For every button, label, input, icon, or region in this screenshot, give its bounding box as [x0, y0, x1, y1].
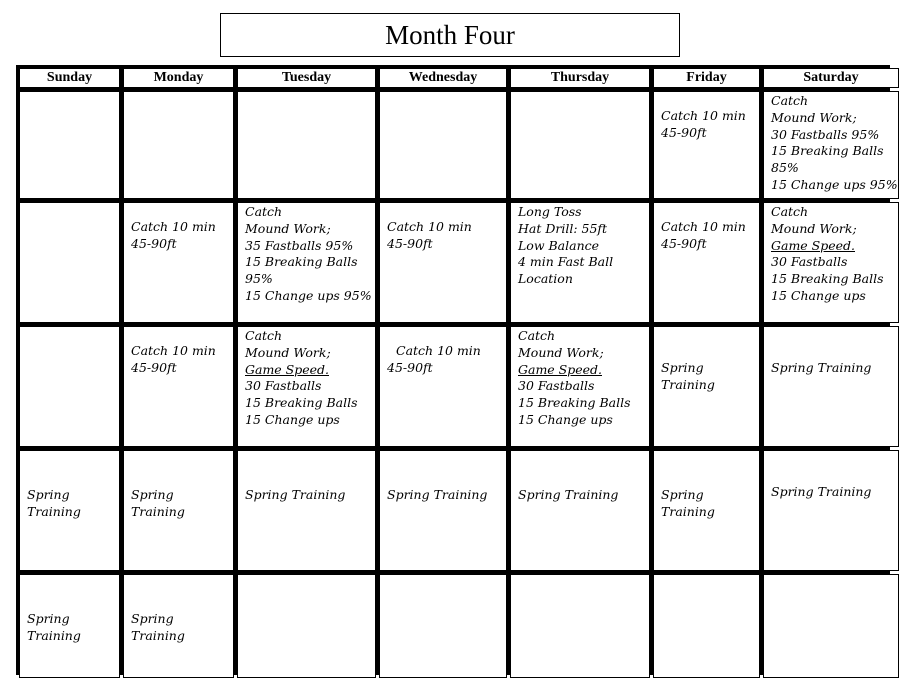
workout-line: Long Toss — [518, 204, 582, 219]
workout-line: 15 Change ups 95% — [245, 287, 372, 303]
day-cell-w1-thu — [510, 91, 650, 199]
day-cell-w2-tue — [237, 202, 376, 323]
day-header-wednesday: Wednesday — [379, 68, 507, 88]
workout-line: Catch — [245, 204, 283, 219]
workout-line: Spring — [27, 611, 70, 626]
day-cell-w2-thu — [510, 202, 650, 323]
workout-line: Low Balance — [518, 237, 600, 253]
workout-line: 15 Breaking Balls — [245, 254, 358, 270]
workout-line: Mound Work; — [245, 344, 331, 360]
day-header-monday: Monday — [123, 68, 234, 88]
calendar — [16, 65, 898, 675]
workout-line: Catch — [771, 93, 809, 108]
workout-line: 30 Fastballs 95% — [771, 126, 880, 142]
day-cell-w2-fri — [653, 202, 760, 323]
day-cell-w3-sat — [763, 326, 899, 447]
workout-line: Catch 10 min — [661, 219, 746, 234]
day-cell-w4-thu — [510, 450, 650, 571]
day-header-tuesday: Tuesday — [237, 68, 376, 88]
workout-line: Catch 10 min — [131, 219, 216, 234]
workout-line: Game Speed. — [518, 361, 602, 377]
day-cell-w5-tue — [237, 574, 376, 678]
workout-line: 4 min Fast Ball — [518, 254, 614, 270]
workout-line: Catch — [245, 328, 283, 343]
day-cell-w1-tue — [237, 91, 376, 199]
day-cell-w3-wed — [379, 326, 507, 447]
workout-line: Catch — [771, 204, 809, 219]
calendar-grid — [19, 68, 898, 672]
day-cell-w1-sat — [763, 91, 899, 199]
workout-line: Mound Work; — [245, 220, 331, 236]
day-cell-w2-mon — [123, 202, 234, 323]
workout-line: Spring Training — [771, 484, 872, 499]
day-cell-w1-sun — [19, 91, 120, 199]
day-cell-w5-thu — [510, 574, 650, 678]
workout-line: 45-90ft — [387, 235, 433, 251]
workout-line: Training — [131, 627, 185, 643]
workout-line: Spring Training — [518, 487, 619, 502]
day-cell-w5-fri — [653, 574, 760, 678]
workout-line: 15 Breaking Balls — [245, 395, 358, 411]
day-cell-w2-sun — [19, 202, 120, 323]
workout-line: Catch 10 min — [396, 343, 481, 358]
workout-line: Training — [661, 376, 715, 392]
day-cell-w5-sat — [763, 574, 899, 678]
workout-line: 45-90ft — [387, 359, 433, 375]
workout-line: Spring — [131, 487, 174, 502]
day-header-thursday: Thursday — [510, 68, 650, 88]
day-cell-w3-fri — [653, 326, 760, 447]
workout-line: 15 Change ups — [518, 411, 613, 427]
workout-line: Spring — [661, 360, 704, 375]
workout-line: Catch 10 min — [661, 108, 746, 123]
page-title: Month Four — [220, 13, 680, 57]
workout-line: Training — [27, 627, 81, 643]
day-cell-w3-mon — [123, 326, 234, 447]
workout-line: 95% — [245, 271, 273, 287]
workout-line: Game Speed. — [245, 361, 329, 377]
day-cell-w1-wed — [379, 91, 507, 199]
day-cell-w5-wed — [379, 574, 507, 678]
workout-line: Game Speed. — [771, 237, 855, 253]
workout-line: 15 Change ups — [245, 411, 340, 427]
workout-line: 45-90ft — [131, 235, 177, 251]
day-cell-w3-thu — [510, 326, 650, 447]
workout-line: Catch — [518, 328, 556, 343]
day-cell-w5-mon — [123, 574, 234, 678]
workout-line: Catch 10 min — [131, 343, 216, 358]
workout-line: Mound Work; — [771, 109, 857, 125]
day-cell-w3-sun — [19, 326, 120, 447]
workout-line: 30 Fastballs — [771, 254, 848, 270]
day-cell-w5-sun — [19, 574, 120, 678]
workout-line: 30 Fastballs — [518, 378, 595, 394]
workout-line: 30 Fastballs — [245, 378, 322, 394]
day-cell-w4-wed — [379, 450, 507, 571]
workout-line: Training — [27, 503, 81, 519]
day-cell-w4-mon — [123, 450, 234, 571]
day-cell-w1-fri — [653, 91, 760, 199]
workout-line: Mound Work; — [771, 220, 857, 236]
workout-line: 35 Fastballs 95% — [245, 237, 354, 253]
day-cell-w1-mon — [123, 91, 234, 199]
day-cell-w4-fri — [653, 450, 760, 571]
workout-line: Spring Training — [771, 360, 872, 375]
workout-line: 15 Breaking Balls — [518, 395, 631, 411]
workout-line: Mound Work; — [518, 344, 604, 360]
workout-line: Spring — [661, 487, 704, 502]
workout-line: 45-90ft — [131, 359, 177, 375]
workout-line: 45-90ft — [661, 124, 707, 140]
workout-line: 45-90ft — [661, 235, 707, 251]
day-header-friday: Friday — [653, 68, 760, 88]
workout-line: Spring Training — [387, 487, 488, 502]
workout-line: Hat Drill: 55ft — [518, 220, 608, 236]
workout-line: Location — [518, 271, 573, 287]
day-cell-w4-tue — [237, 450, 376, 571]
day-header-saturday: Saturday — [763, 68, 899, 88]
workout-line: 15 Change ups — [771, 287, 866, 303]
workout-line: Training — [661, 503, 715, 519]
day-cell-w2-sat — [763, 202, 899, 323]
workout-line: Spring Training — [245, 487, 346, 502]
workout-line: Training — [131, 503, 185, 519]
day-cell-w3-tue — [237, 326, 376, 447]
day-cell-w2-wed — [379, 202, 507, 323]
workout-line: Spring — [27, 487, 70, 502]
day-cell-w4-sat — [763, 450, 899, 571]
workout-line: 15 Breaking Balls — [771, 143, 884, 159]
workout-line: 15 Change ups 95% — [771, 176, 898, 192]
workout-line: 85% — [771, 160, 799, 176]
workout-line: 15 Breaking Balls — [771, 271, 884, 287]
workout-line: Spring — [131, 611, 174, 626]
day-header-sunday: Sunday — [19, 68, 120, 88]
workout-line: Catch 10 min — [387, 219, 472, 234]
day-cell-w4-sun — [19, 450, 120, 571]
